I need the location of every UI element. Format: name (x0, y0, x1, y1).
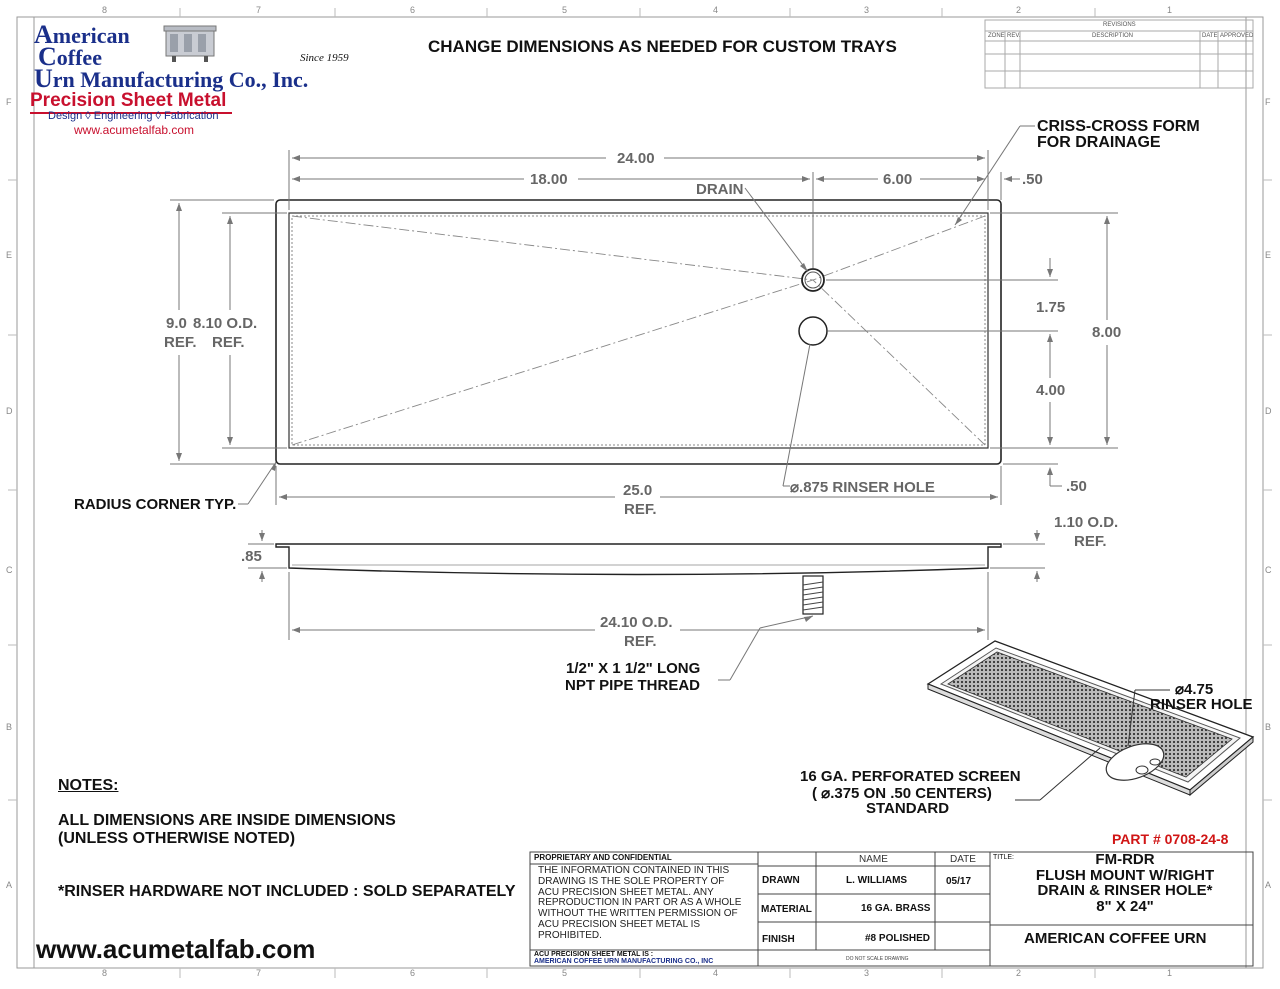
drawn-name: L. WILLIAMS (846, 875, 908, 886)
rev-col-zone: ZONE (988, 33, 1005, 39)
title-line-4: 8" X 24" (1096, 897, 1154, 915)
dim-8-10-od: 8.10 O.D. (193, 315, 258, 332)
services-text: Design ◊ Engineering ◊ Fabrication (48, 110, 219, 122)
rev-col-rev: REV. (1007, 33, 1021, 39)
rinser-hole-label: ⌀.875 RINSER HOLE (790, 479, 935, 496)
dim-25-0: 25.0 (623, 482, 653, 499)
drawn-date: 05/17 (946, 876, 972, 887)
urn-icon (160, 22, 220, 64)
pipe-thread-label-1: 1/2" X 1 1/2" LONG (566, 660, 701, 677)
notes-line-3: *RINSER HARDWARE NOT INCLUDED : SOLD SEPARATELY (58, 883, 516, 900)
pipe-thread-label-2: NPT PIPE THREAD (565, 677, 701, 694)
side-view (276, 544, 1001, 614)
zone-right-A: A (1265, 880, 1272, 890)
proprietary-line: THE INFORMATION CONTAINED IN THIS (538, 865, 730, 876)
proprietary-line: ACU PRECISION SHEET METAL IS (538, 918, 701, 930)
iso-rinser-dim: ⌀4.75 (1175, 681, 1214, 698)
finish-value: #8 POLISHED (865, 933, 931, 944)
notes-line-1: ALL DIMENSIONS ARE INSIDE DIMENSIONS (58, 812, 396, 829)
screen-label-1: 16 GA. PERFORATED SCREEN (800, 768, 1021, 785)
dim-25-0-ref: REF. (624, 501, 657, 518)
since-text: Since 1959 (300, 52, 349, 64)
title-label: TITLE: (993, 854, 1015, 861)
drawing-header-title: CHANGE DIMENSIONS AS NEEDED FOR CUSTOM TRAYS (428, 37, 897, 56)
precision-sheet-metal-banner: Precision Sheet Metal (30, 90, 232, 114)
rev-col-approved: APPROVED (1220, 33, 1254, 39)
dim-9-0-ref: REF. (164, 334, 197, 351)
logo-letter-a: A (34, 20, 53, 49)
proprietary-line: DRAWING IS THE SOLE PROPERTY OF (538, 875, 725, 887)
zone-bottom-1: 1 (1167, 968, 1173, 978)
dim-4-00: 4.00 (1036, 382, 1066, 399)
dim-24-10-od: 24.10 O.D. (600, 614, 673, 631)
dim-9-0: 9.0 (166, 315, 187, 332)
drawing-title (1000, 852, 1250, 914)
rev-col-description: DESCRIPTION (1092, 33, 1134, 39)
logo-word-american: merican (52, 23, 130, 48)
zone-top-7: 7 (256, 5, 262, 15)
logo-letter-u: U (34, 64, 53, 93)
zone-bottom-2: 2 (1016, 968, 1022, 978)
rev-col-date: DATE (1202, 33, 1218, 39)
dim-0-50-bottom: .50 (1066, 478, 1087, 495)
dim-6-00: 6.00 (883, 171, 913, 188)
zone-left-D: D (6, 406, 13, 416)
criss-cross-label-1: CRISS-CROSS FORM (1037, 118, 1200, 135)
footer-website: www.acumetalfab.com (36, 934, 316, 964)
proprietary-line: WITHOUT THE WRITTEN PERMISSION OF (538, 908, 738, 920)
zone-top-6: 6 (410, 5, 416, 15)
acu-company-line: AMERICAN COFFEE URN MANUFACTURING CO., INC (534, 958, 714, 965)
zone-bottom-3: 3 (864, 968, 870, 978)
zone-right-F: F (1265, 97, 1271, 107)
title-block-company: AMERICAN COFFEE URN (1024, 930, 1207, 947)
col-name-header: NAME (859, 854, 888, 865)
proprietary-heading: PROPRIETARY AND CONFIDENTIAL (534, 853, 672, 862)
zone-top-3: 3 (864, 5, 870, 15)
dim-24-10-ref: REF. (624, 633, 657, 650)
title-line-3: DRAIN & RINSER HOLE* (1037, 882, 1213, 899)
drawn-label: DRAWN (762, 875, 800, 886)
criss-cross-label-2: FOR DRAINAGE (1037, 134, 1161, 151)
dim-0-85: .85 (241, 548, 262, 565)
zone-top-4: 4 (713, 5, 719, 15)
notes-heading: NOTES: (58, 777, 119, 794)
zone-left-C: C (6, 565, 13, 575)
logo-company-rest: rn Manufacturing Co., Inc. (52, 67, 309, 92)
zone-left-B: B (6, 722, 13, 732)
zone-top-1: 1 (1167, 5, 1173, 15)
dim-1-10-ref: REF. (1074, 533, 1107, 550)
zone-bottom-5: 5 (562, 968, 568, 978)
zone-bottom-4: 4 (713, 968, 719, 978)
screen-label-2: ( ⌀.375 ON .50 CENTERS) (812, 785, 992, 802)
zone-right-C: C (1265, 565, 1272, 575)
zone-bottom-8: 8 (102, 968, 108, 978)
proprietary-line: PROHIBITED. (538, 929, 602, 941)
col-date-header: DATE (950, 854, 976, 865)
zone-left-F: F (6, 97, 12, 107)
dim-8-10-ref: REF. (212, 334, 245, 351)
drain-label: DRAIN (696, 181, 744, 198)
acu-line: ACU PRECISION SHEET METAL IS : (534, 951, 654, 958)
zone-bottom-6: 6 (410, 968, 416, 978)
dim-0-50-top: .50 (1022, 171, 1043, 188)
zone-top-8: 8 (102, 5, 108, 15)
logo-word-coffee: offee (56, 45, 102, 70)
company-logo (30, 18, 370, 138)
material-value: 16 GA. BRASS (861, 903, 931, 914)
screen-label-3: STANDARD (866, 800, 950, 817)
proprietary-line: REPRODUCTION IN PART OR AS A WHOLE (538, 897, 742, 909)
title-line-2: FLUSH MOUNT W/RIGHT (1035, 866, 1215, 884)
title-line-1: FM-RDR (1095, 851, 1155, 868)
zone-top-2: 2 (1016, 5, 1022, 15)
zone-left-A: A (6, 880, 13, 890)
zone-right-B: B (1265, 722, 1272, 732)
zone-left-E: E (6, 250, 13, 260)
brand-website: www.acumetalfab.com (74, 123, 195, 137)
zone-bottom-7: 7 (256, 968, 262, 978)
radius-corner-label: RADIUS CORNER TYP. (74, 496, 237, 513)
dim-24-00: 24.00 (617, 150, 655, 167)
revisions-table (985, 20, 1253, 88)
top-view (276, 200, 1001, 464)
dim-8-00: 8.00 (1092, 324, 1122, 341)
revisions-title: REVISIONS (1103, 22, 1136, 28)
notes-line-2: (UNLESS OTHERWISE NOTED) (58, 830, 296, 847)
part-number: PART # 0708-24-8 (1112, 831, 1229, 847)
proprietary-text (538, 866, 741, 942)
iso-rinser-label: RINSER HOLE (1150, 696, 1253, 713)
do-not-scale: DO NOT SCALE DRAWING (846, 956, 909, 962)
zone-top-5: 5 (562, 5, 568, 15)
tray-outer-outline (276, 200, 1001, 464)
zone-right-D: D (1265, 406, 1272, 416)
logo-letter-c: C (38, 42, 57, 71)
zone-right-E: E (1265, 250, 1272, 260)
dim-1-75: 1.75 (1036, 299, 1066, 316)
proprietary-line: ACU PRECISION SHEET METAL. ANY (538, 886, 714, 898)
rinser-hole (799, 317, 827, 345)
finish-label: FINISH (762, 934, 795, 945)
material-label: MATERIAL (761, 904, 812, 915)
dim-18-00: 18.00 (530, 171, 568, 188)
dim-1-10-od: 1.10 O.D. (1054, 514, 1119, 531)
